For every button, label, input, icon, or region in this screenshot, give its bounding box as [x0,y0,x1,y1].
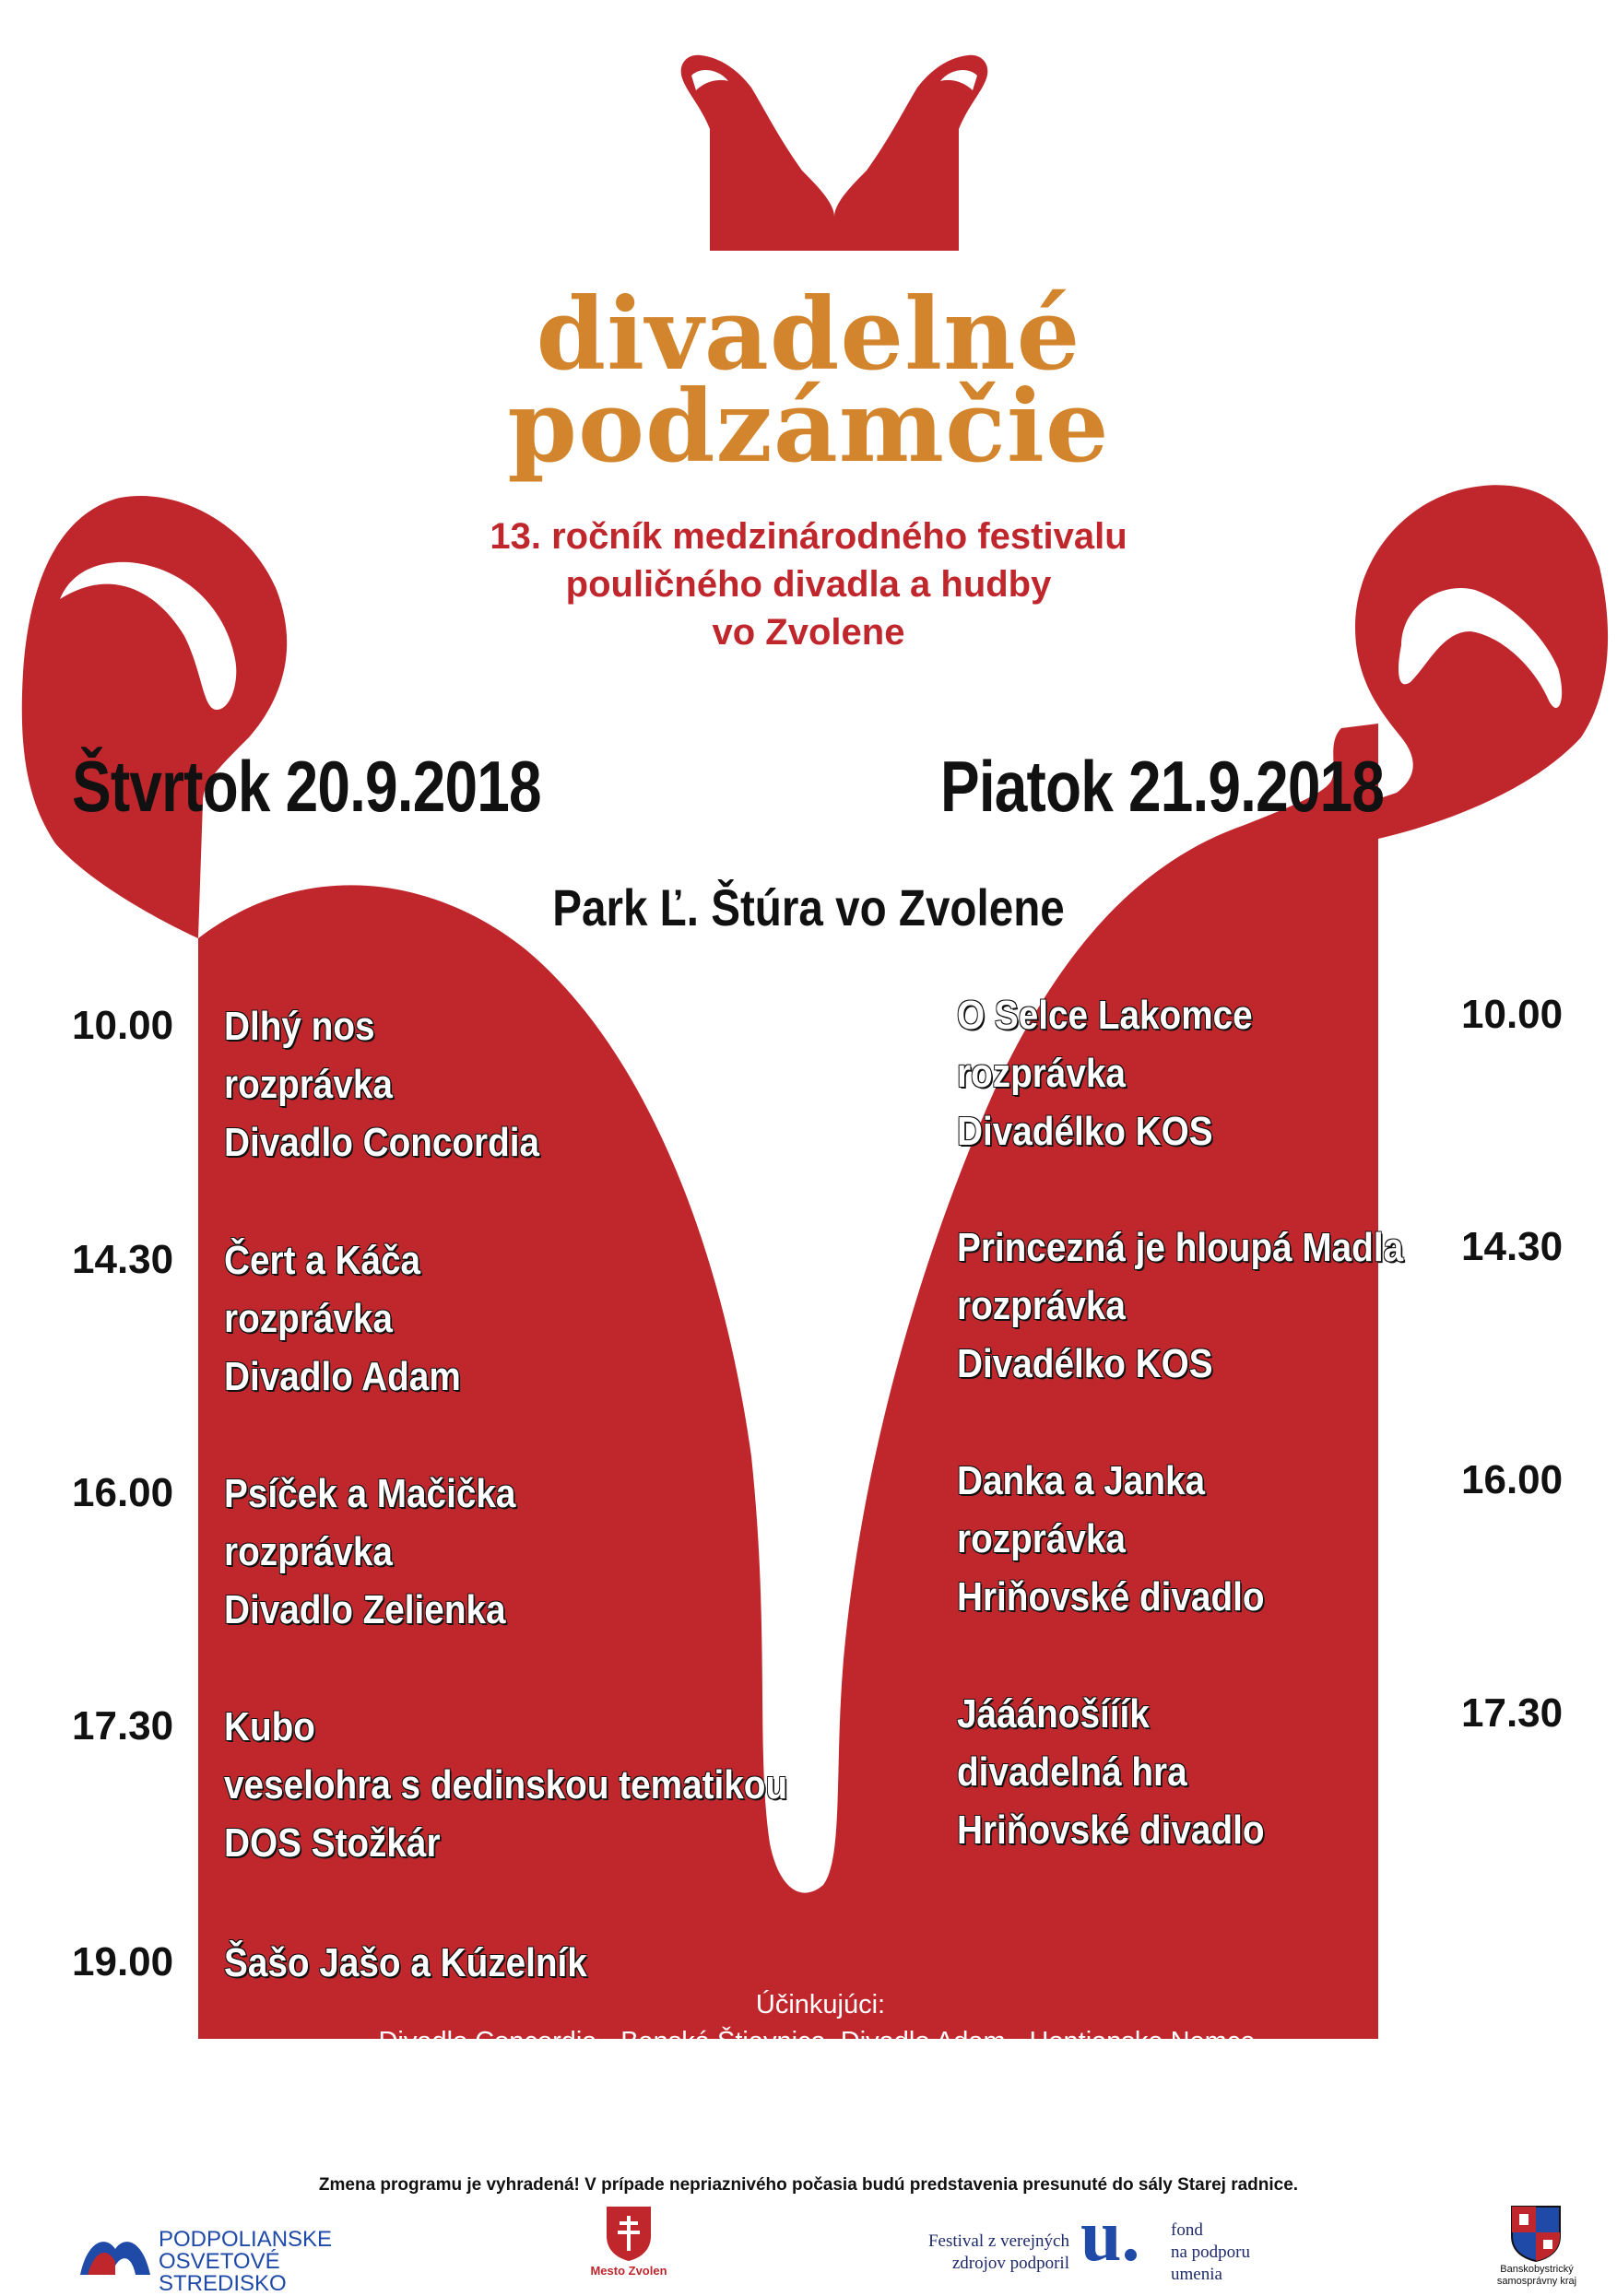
event-title: Kubo [224,1704,315,1749]
performers-line: Divadlo Zelienka - Zvolen, DOS Stožkár - Stožok, Šašo Jašo a Kúzelník - Veľký Krtíš, [315,2064,1326,2093]
event-time: 17.30 [1461,1690,1564,1736]
event-time: 14.30 [1461,1224,1564,1269]
event-genre: rozprávka [957,1516,1126,1561]
event-company: Divadlo Concordia [224,1120,540,1165]
event-block [224,1934,587,1992]
event-company: Divadlo Zelienka [224,1587,506,1632]
event-time: 16.00 [72,1470,174,1515]
subtitle-line2: pouličného divadla a hudby [565,564,1052,605]
event-block [224,997,539,1172]
fpu-right-line: umenia [1171,2265,1222,2284]
event-genre: rozprávka [224,1529,393,1574]
event-time: 19.00 [72,1939,174,1984]
event-genre: divadelná hra [957,1749,1187,1795]
festival-title-line2: podzámčie [507,369,1110,485]
fpu-right-line: fond [1171,2220,1203,2240]
event-company: Hriňovské divadlo [957,1807,1265,1853]
performers-heading: Účinkujúci: [755,1990,886,2019]
event-time: 14.30 [72,1237,174,1282]
event-genre: veselohra s dedinskou tematikou [224,1762,788,1807]
event-time: 10.00 [72,1003,174,1048]
subtitle-line1: 13. ročník medzinárodného festivalu [490,516,1127,557]
fpu-left-line: zdrojov podporil [951,2254,1069,2273]
event-block [224,1698,787,1872]
subtitle-line3: vo Zvolene [712,612,905,653]
program-notice: Zmena programu je vyhradená! V prípade nepriaznivého počasia budú predstavenia presunuté do sály Starej radnice. [318,2175,1299,2195]
event-block [224,1465,515,1639]
pos-name-line: PODPOLIANSKE [159,2227,333,2252]
event-block [957,1685,1265,1859]
event-title: Princezná je hloupá Madla [957,1225,1404,1270]
event-title: Danka a Janka [957,1458,1206,1503]
event-title: O Selce Lakomce [957,993,1253,1038]
event-company: Divadélko KOS [957,1109,1213,1154]
event-title: Jááánošííík [957,1691,1150,1737]
event-title: Dlhý nos [224,1004,375,1049]
bbsk-name-line: Banskobystrický [1500,2264,1574,2275]
fpu-mark: u. [1080,2196,1140,2277]
pos-name-line: STREDISKO [159,2271,287,2296]
mesto-zvolen-label: Mesto Zvolen [590,2264,667,2278]
event-genre: rozprávka [224,1062,393,1107]
performers-line: Divadlo Concordia - Banská Štiavnica, Divadlo Adam - Hontianske Nemce, [378,2027,1263,2056]
event-title: Psíček a Mačička [224,1471,516,1516]
bbsk-name-line: samosprávny kraj [1496,2276,1577,2287]
thursday-heading: Štvrtok 20.9.2018 [72,746,541,827]
fpu-right-line: na podporu [1171,2243,1251,2262]
region-coat-of-arms-icon [1510,2205,1562,2262]
event-time: 10.00 [1461,992,1564,1037]
event-block [957,1219,1403,1393]
event-block [957,986,1253,1160]
event-time: 16.00 [1461,1457,1564,1502]
event-company: Divadlo Adam [224,1354,461,1399]
friday-heading: Piatok 21.9.2018 [940,746,1385,827]
event-title: Šašo Jašo a Kúzelník [224,1940,587,1985]
venue-heading: Park Ľ. Štúra vo Zvolene [552,878,1065,936]
event-company: DOS Stožkár [224,1820,441,1866]
event-block [957,1452,1265,1626]
event-company: Divadélko KOS [957,1341,1213,1386]
city-coat-of-arms-icon [605,2205,653,2262]
fpu-left-line: Festival z verejných [927,2231,1069,2251]
event-block [224,1231,461,1406]
event-time: 17.30 [72,1703,174,1748]
event-title: Čert a Káča [224,1238,421,1283]
festival-title-line1: divadelné [536,277,1081,393]
pos-logo-icon [78,2231,152,2278]
performers-block [295,1986,1346,2134]
event-genre: rozprávka [957,1051,1126,1096]
performers-line: Divadélko KOS - České Budejovice, Hriňovské divadlo - Hriňová [440,2101,1201,2130]
event-genre: rozprávka [957,1283,1126,1328]
event-genre: rozprávka [224,1296,393,1341]
event-company: Hriňovské divadlo [957,1574,1265,1619]
pos-name-line: OSVETOVÉ [159,2249,280,2274]
